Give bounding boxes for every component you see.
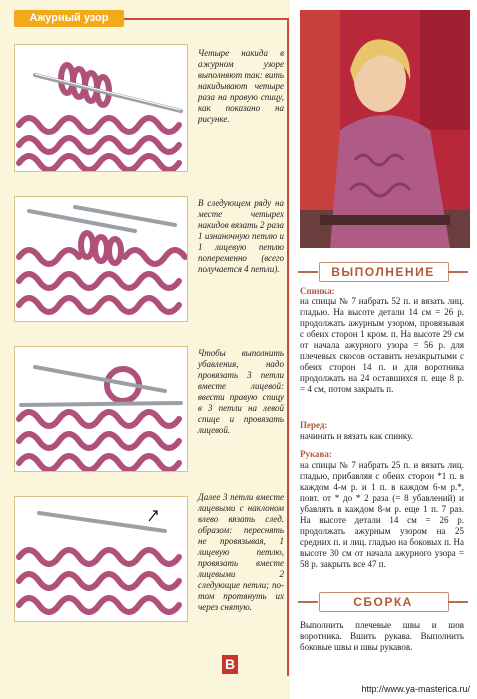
front-text: начинать и вязать как спинку. xyxy=(300,431,413,441)
caption-step-3: Чтобы выполнить убавления, надо провязать 3 петли вместе лицевой: ввести правую спицу в 3 петли на левой спице и провязать лицевой. xyxy=(198,348,284,435)
model-photo xyxy=(300,10,470,248)
section-ribbon xyxy=(14,10,124,27)
front-heading: Перед: xyxy=(300,420,328,430)
sleeves-heading: Рукава: xyxy=(300,449,332,459)
footer-url: http://www.ya-masterica.ru/ xyxy=(361,684,470,694)
column-divider xyxy=(287,18,289,676)
section-header-execution xyxy=(298,262,468,282)
header-bar-left xyxy=(298,601,318,603)
page-letter-badge: B xyxy=(222,655,238,674)
illustration-step-4 xyxy=(14,496,188,622)
back-text: на спицы № 7 набрать 52 п. и вязать лиц. гладью. На высоте детали 14 см = 26 р. продолжать ажурным узором, провязывая с обеих сторон 1 кром. п. На высоте 29 см от начала ажурного узора = 56 р. для плечевых скосов оставить незакрытыми с обеих сторон 14 п. и для воротника продолжать на 24 оставшихся п. еще 8 р. = 4 см, потом закрыть п. xyxy=(300,296,464,394)
back-heading: Спинка: xyxy=(300,286,335,296)
section-title-assembly: СБОРКА xyxy=(353,595,413,609)
section-header-assembly xyxy=(298,592,468,612)
illustration-step-1 xyxy=(14,44,188,172)
illustration-step-2 xyxy=(14,196,188,322)
caption-step-2: В следующем ряду на месте четырех накидов вязать 2 раза 1 изнаночную петлю и 1 лицевую петлю попеременно (всего получается 4 петли). xyxy=(198,198,284,274)
section-title: Ажурный узор xyxy=(29,12,109,24)
caption-step-4: Далее 3 петли вместе лицевыми с наклоном влево вязать след. образом: переснять не провязывая, 1 лицевую петлю, провязать вместе лицевыми 2 следующие петли; по-том протянуть их через снятую. xyxy=(198,492,284,612)
header-bar-right xyxy=(448,601,468,603)
section-title-execution: ВЫПОЛНЕНИЕ xyxy=(331,265,435,279)
assembly-text: Выполнить плечевые швы и шов воротника. Вшить рукава. Выполнить боковые швы и швы рукавов. xyxy=(300,620,464,652)
header-bar-right xyxy=(448,271,468,273)
header-bar-left xyxy=(298,271,318,273)
sleeves-text: на спицы № 7 набрать 25 п. и вязать лиц. гладью, прибавляя с обеих сторон *1 п. в каждом 4-м р. и 1 п. в каждом 6-м р.*, повт. от * до * 2 раза (= 8 убавлений) и убавлять в каждом 8-м р. еще 1 п. 7 раз. На высоте детали 14 см = 26 р. продолжать ажурным узором на 25 средних п. и лиц. гладью на боковых п. На высоте 30 см от начала ажурного узора = 58 р. закрыть все 47 п. xyxy=(300,460,464,569)
caption-step-1: Четыре накида в ажурном узоре выполняют так: вить накидывают четыре раза на правую спицу, как показано на рисунке. xyxy=(198,48,285,124)
illustration-step-3 xyxy=(14,346,188,472)
top-rule xyxy=(124,18,288,20)
